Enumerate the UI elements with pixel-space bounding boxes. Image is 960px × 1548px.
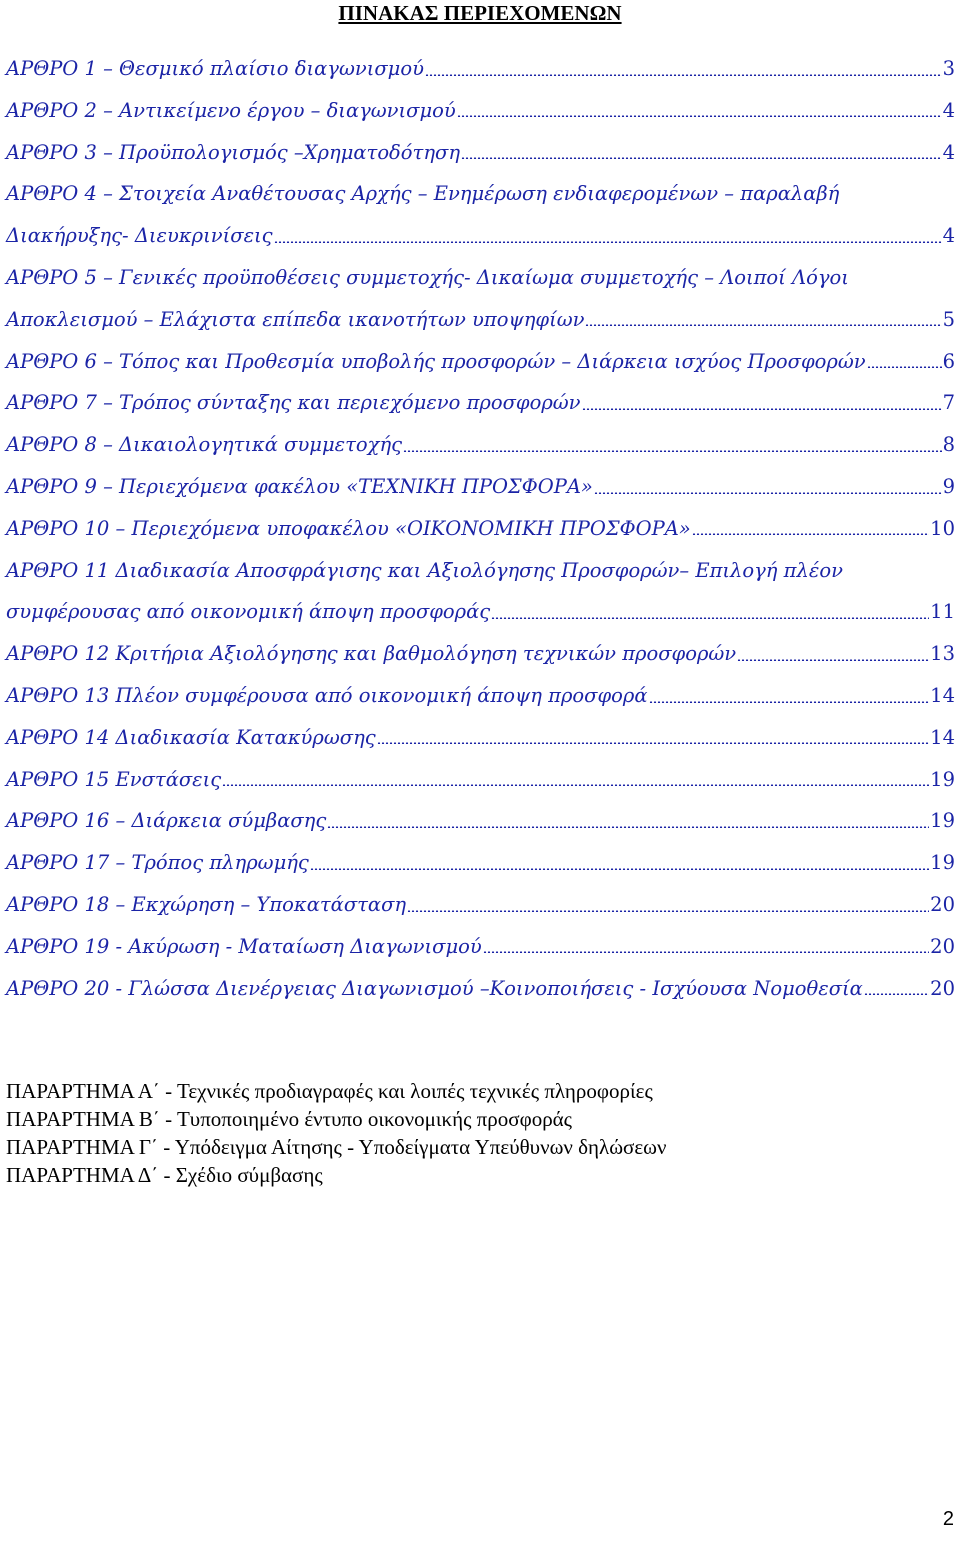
toc-page-number: 19 [930, 809, 955, 833]
dot-leader [222, 784, 929, 786]
toc-entry[interactable] [6, 466, 955, 508]
toc-entry-title: ΑΡΘΡΟ 15 Ενστάσεις [6, 767, 222, 791]
page-title: ΠΙΝΑΚΑΣ ΠΕΡΙΕΧΟΜΕΝΩΝ [338, 1, 622, 25]
toc-page-number: 5 [942, 307, 955, 331]
dot-leader [425, 74, 942, 76]
toc-entry-title: ΑΡΘΡΟ 11 Διαδικασία Αποσφράγισης και Αξιολόγησης Προσφορών– Επιλογή πλέον [6, 558, 843, 582]
toc-page-number: 8 [942, 433, 955, 457]
toc-entry[interactable] [6, 800, 955, 842]
toc-page-number: 7 [942, 391, 955, 415]
toc-entry-title: ΑΡΘΡΟ 20 - Γλώσσα Διενέργειας Διαγωνισμού –Κοινοποιήσεις - Ισχύουσα Νομοθεσία [6, 976, 863, 1000]
toc-entry-title: συμφέρουσας από οικονομική άποψη προσφοράς [6, 600, 491, 624]
toc-page-number: 4 [942, 224, 955, 248]
toc-entry[interactable] [6, 717, 955, 759]
toc-entry[interactable] [6, 550, 955, 592]
dot-leader [457, 115, 942, 117]
toc-entry[interactable] [6, 215, 955, 257]
toc-entry[interactable] [6, 382, 955, 424]
toc-entry[interactable] [6, 90, 955, 132]
toc-page-number: 13 [930, 642, 955, 666]
toc-entry-title: ΑΡΘΡΟ 6 – Τόπος και Προθεσμία υποβολής προσφορών – Διάρκεια ισχύος Προσφορών [6, 349, 866, 373]
toc-page-number: 19 [930, 767, 955, 791]
toc-page-number: 3 [942, 57, 955, 80]
toc-entry[interactable] [6, 424, 955, 466]
toc-page-number: 14 [930, 725, 955, 749]
toc-entry[interactable] [6, 132, 955, 174]
toc-entry-title: ΑΡΘΡΟ 7 – Τρόπος σύνταξης και περιεχόμενο προσφορών [6, 391, 581, 415]
toc-entry-title: ΑΡΘΡΟ 2 – Αντικείμενο έργου – διαγωνισμού [6, 98, 456, 122]
toc-entry[interactable] [6, 173, 955, 215]
dot-leader [377, 742, 929, 744]
toc-page-number: 19 [930, 851, 955, 875]
toc-entry[interactable] [6, 48, 955, 90]
dot-leader [403, 450, 942, 452]
dot-leader [594, 492, 942, 494]
toc-entry-title: ΑΡΘΡΟ 8 – Δικαιολογητικά συμμετοχής [6, 433, 403, 457]
dot-leader [737, 659, 929, 661]
dot-leader [867, 366, 942, 368]
toc-entry-title: ΑΡΘΡΟ 17 – Τρόπος πληρωμής [6, 851, 309, 875]
toc-entry[interactable] [6, 759, 955, 801]
toc-entry[interactable] [6, 675, 955, 717]
dot-leader [491, 617, 929, 619]
toc-page-number: 14 [930, 684, 955, 707]
toc-entry-title: ΑΡΘΡΟ 9 – Περιεχόμενα φακέλου «ΤΕΧΝΙΚΗ ΠΡΟΣΦΟΡΑ» [6, 475, 593, 498]
appendix-item: ΠΑΡΑΡΤΗΜΑ Α΄ - Τεχνικές προδιαγραφές και λοιπές τεχνικές πληροφορίες [6, 1079, 653, 1103]
dot-leader [327, 826, 929, 828]
toc-page-number: 11 [930, 600, 955, 624]
dot-leader [274, 241, 942, 243]
page-number: 2 [942, 1508, 954, 1530]
dot-leader [483, 951, 929, 953]
toc-entry[interactable] [6, 842, 955, 884]
toc-entry-title: Διακήρυξης- Διευκρινίσεις [6, 224, 273, 248]
toc-entry[interactable] [6, 926, 955, 968]
appendix-item: ΠΑΡΑΡΤΗΜΑ Β΄ - Τυποποιημένο έντυπο οικονομικής προσφοράς [6, 1107, 572, 1131]
toc-entry[interactable] [6, 508, 955, 550]
toc-entry-title: ΑΡΘΡΟ 19 - Ακύρωση - Ματαίωση Διαγωνισμού [6, 934, 482, 958]
toc-entry-title: ΑΡΘΡΟ 18 – Εκχώρηση – Υποκατάσταση [6, 893, 407, 916]
toc-page-number: 9 [942, 475, 955, 498]
toc-entry-title: ΑΡΘΡΟ 13 Πλέον συμφέρουσα από οικονομική άποψη προσφορά [6, 684, 648, 707]
toc-entry-title: ΑΡΘΡΟ 12 Κριτήρια Αξιολόγησης και βαθμολόγηση τεχνικών προσφορών [6, 642, 737, 666]
appendix-item: ΠΑΡΑΡΤΗΜΑ Γ΄ - Υπόδειγμα Αίτησης - Υποδείγματα Υπεύθυνων δηλώσεων [6, 1135, 667, 1159]
toc-entry-title: Αποκλεισμού – Ελάχιστα επίπεδα ικανοτήτων υποψηφίων [6, 307, 585, 331]
toc-entry-title: ΑΡΘΡΟ 1 – Θεσμικό πλαίσιο διαγωνισμού [6, 57, 424, 80]
dot-leader [407, 910, 929, 912]
toc-entry[interactable] [6, 299, 955, 341]
toc-page-number: 4 [942, 140, 955, 164]
toc-page-number: 20 [930, 976, 955, 1000]
appendix-item: ΠΑΡΑΡΤΗΜΑ Δ΄ - Σχέδιο σύμβασης [6, 1163, 323, 1187]
toc-page-number: 20 [930, 893, 955, 916]
dot-leader [461, 157, 942, 159]
dot-leader [692, 533, 929, 535]
toc-page-number: 6 [942, 349, 955, 373]
dot-leader [864, 993, 929, 995]
toc-entry-title: ΑΡΘΡΟ 4 – Στοιχεία Αναθέτουσας Αρχής – Ενημέρωση ενδιαφερομένων – παραλαβή [6, 182, 840, 206]
toc-entry[interactable] [6, 341, 955, 383]
dot-leader [649, 701, 930, 703]
toc-entry-title: ΑΡΘΡΟ 16 – Διάρκεια σύμβασης [6, 809, 327, 833]
toc-entry[interactable] [6, 633, 955, 675]
toc-entry-title: ΑΡΘΡΟ 5 – Γενικές προϋποθέσεις συμμετοχής- Δικαίωμα συμμετοχής – Λοιποί Λόγοι [6, 266, 849, 289]
toc-page-number: 4 [942, 98, 955, 122]
toc-entry[interactable] [6, 968, 955, 1010]
toc-entry-title: ΑΡΘΡΟ 10 – Περιεχόμενα υποφακέλου «ΟΙΚΟΝΟΜΙΚΗ ΠΡΟΣΦΟΡΑ» [6, 516, 691, 540]
toc-entry[interactable] [6, 884, 955, 926]
toc-page-number: 20 [930, 934, 955, 958]
toc-entry[interactable] [6, 257, 955, 299]
toc-entry-title: ΑΡΘΡΟ 3 – Προϋπολογισμός –Χρηματοδότηση [6, 140, 461, 164]
dot-leader [310, 868, 929, 870]
dot-leader [582, 408, 942, 410]
toc-entry[interactable] [6, 591, 955, 633]
toc-page-number: 10 [930, 516, 955, 540]
toc-entry-title: ΑΡΘΡΟ 14 Διαδικασία Κατακύρωσης [6, 725, 376, 749]
dot-leader [585, 324, 941, 326]
